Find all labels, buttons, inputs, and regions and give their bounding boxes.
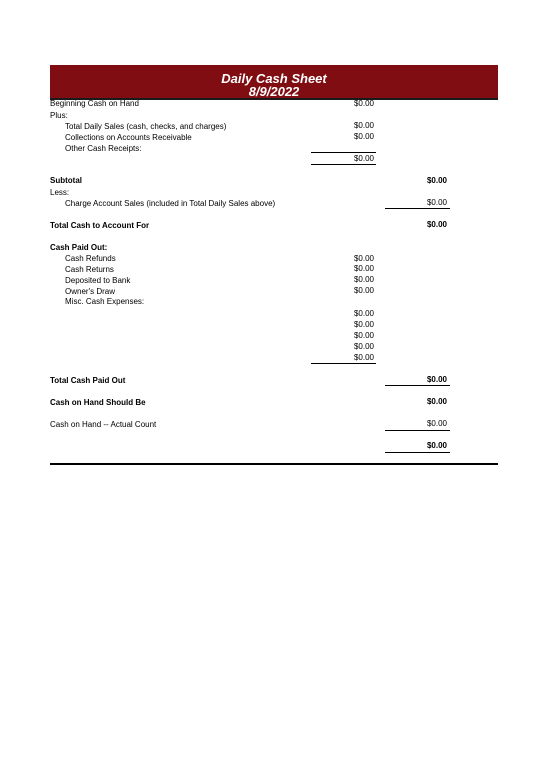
less-label: Less: (50, 188, 70, 197)
actual-count-underline (385, 430, 450, 431)
cash-returns-value: $0.00 (353, 264, 374, 273)
misc-expense-value: $0.00 (353, 353, 374, 362)
sheet-title: Daily Cash Sheet (221, 71, 327, 86)
total-paid-out-underline (385, 385, 450, 386)
subtotal-value: $0.00 (426, 176, 447, 185)
cash-paid-out-heading: Cash Paid Out: (50, 243, 108, 252)
actual-count-value: $0.00 (426, 419, 447, 428)
collections-label: Collections on Accounts Receivable (65, 133, 192, 142)
deposited-label: Deposited to Bank (65, 276, 131, 285)
total-daily-sales-value: $0.00 (353, 121, 374, 130)
charge-sales-underline (385, 208, 450, 209)
actual-count-label: Cash on Hand -- Actual Count (50, 420, 157, 429)
page-bottom-rule (50, 463, 498, 465)
owners-draw-value: $0.00 (353, 286, 374, 295)
should-be-label: Cash on Hand Should Be (50, 398, 146, 407)
misc-expenses-underline (311, 363, 376, 364)
difference-value: $0.00 (426, 441, 447, 450)
deposited-value: $0.00 (353, 275, 374, 284)
charge-sales-value: $0.00 (426, 198, 447, 207)
other-receipts-value: $0.00 (353, 154, 374, 163)
total-cash-account-label: Total Cash to Account For (50, 221, 150, 230)
beginning-cash-label: Beginning Cash on Hand (50, 99, 139, 108)
title-banner (50, 65, 498, 100)
difference-underline (385, 452, 450, 453)
beginning-cash-value: $0.00 (353, 99, 374, 108)
total-cash-account-value: $0.00 (426, 220, 447, 229)
other-receipts-label: Other Cash Receipts: (65, 144, 142, 153)
charge-sales-label: Charge Account Sales (included in Total Daily Sales above) (65, 199, 276, 208)
misc-expense-value: $0.00 (353, 342, 374, 351)
collections-value: $0.00 (353, 132, 374, 141)
subtotal-label: Subtotal (50, 176, 82, 185)
cash-refunds-value: $0.00 (353, 254, 374, 263)
receipts-underline (311, 164, 376, 165)
total-daily-sales-label: Total Daily Sales (cash, checks, and charges) (65, 122, 227, 131)
total-paid-out-value: $0.00 (426, 375, 447, 384)
should-be-value: $0.00 (426, 397, 447, 406)
misc-expenses-label: Misc. Cash Expenses: (65, 297, 145, 306)
other-receipts-rule (311, 152, 376, 153)
cash-returns-label: Cash Returns (65, 265, 114, 274)
misc-expense-value: $0.00 (353, 309, 374, 318)
plus-label: Plus: (50, 111, 68, 120)
misc-expense-value: $0.00 (353, 320, 374, 329)
cash-refunds-label: Cash Refunds (65, 254, 116, 263)
misc-expense-value: $0.00 (353, 331, 374, 340)
owners-draw-label: Owner's Draw (65, 287, 115, 296)
sheet-date: 8/9/2022 (248, 84, 300, 99)
total-paid-out-label: Total Cash Paid Out (50, 376, 126, 385)
